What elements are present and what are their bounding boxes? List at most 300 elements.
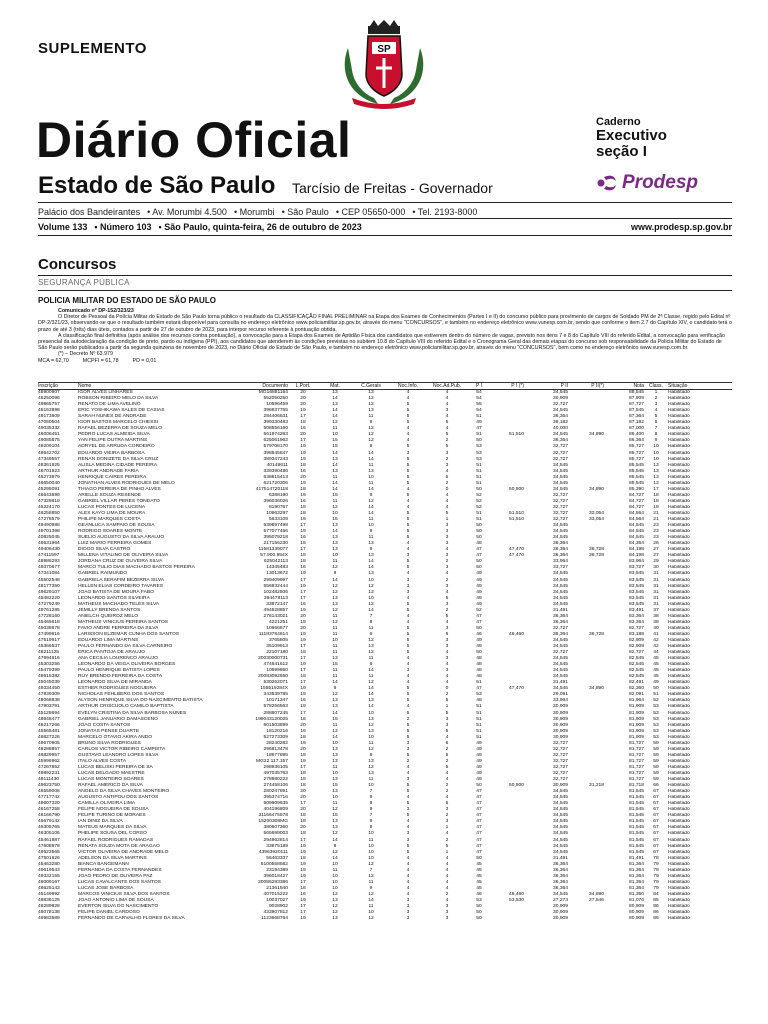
table-cell: 19 [300, 456, 306, 462]
table-cell: 45273979 [38, 474, 60, 480]
column-header: Mat. [318, 383, 352, 390]
table-cell: EVERTON SILVA DO NASCIMENTO [78, 904, 159, 910]
table-cell: 18 [653, 504, 659, 510]
table-cell: 57.900.954X [260, 553, 288, 559]
table-cell: 82,909 [629, 644, 644, 650]
address-line: Palácio dos Bandeirantes • Av. Morumbi 4.500 • Morumbi • São Paulo • CEP 05650-000 • Tel. 2193-8000 [38, 207, 478, 217]
column-header: Nome [78, 383, 228, 390]
table-cell: LARISSON ELZEMAR CUNHA DOS SANTOS [78, 631, 180, 637]
table-cell: Habilitado [668, 728, 690, 734]
table-cell: 45 [653, 656, 659, 662]
table-cell: 47,470 [509, 547, 524, 553]
table-cell: 13 [368, 390, 374, 396]
table-cell: 19 [300, 849, 306, 855]
table-cell: 47519917 [38, 637, 60, 643]
table-cell: Habilitado [668, 746, 690, 752]
table-cell: 343539785 [263, 692, 288, 698]
table-cell: 49490988 [38, 523, 60, 529]
table-cell: IAN DINIZ DA SILVA [78, 819, 123, 825]
table-cell: 10037027 [266, 897, 288, 903]
table-cell: 578256563 [263, 704, 288, 710]
table-cell: 67 [653, 813, 659, 819]
table-cell: 34,545 [553, 795, 568, 801]
table-cell: 81,545 [629, 807, 644, 813]
table-cell: 82,545 [629, 662, 644, 668]
table-cell: 4 [406, 873, 410, 879]
table-cell: 11 [368, 535, 374, 541]
table-cell: 398545847 [263, 450, 288, 456]
table-cell: 10 [368, 474, 374, 480]
table-cell: 625061962 [263, 438, 288, 444]
table-cell: Habilitado [668, 692, 690, 698]
table-cell: Habilitado [668, 849, 690, 855]
table-cell: 395374716 [263, 795, 288, 801]
table-cell: 81,727 [629, 758, 644, 764]
column-header: Noc.Ad.Pub. [426, 383, 468, 390]
table-cell: 32,727 [553, 498, 568, 504]
table-cell: 34,545 [553, 644, 568, 650]
table-cell: 34,545 [553, 831, 568, 837]
table-cell: GABRIELA SERAFIM BEZERRA SILVA [78, 577, 164, 583]
table-cell: 48211125 [38, 650, 60, 656]
table-cell: 4 [654, 408, 658, 414]
table-cell: 48 [476, 656, 482, 662]
table-cell: 13 [368, 571, 374, 577]
table-cell: 474641612 [263, 662, 288, 668]
table-cell: 50 [476, 523, 482, 529]
table-cell: 45482220 [38, 595, 60, 601]
table-cell: 27 [653, 547, 659, 553]
table-cell: 199043120025 [255, 716, 288, 722]
table-cell: 4 [445, 547, 449, 553]
table-cell: 9 [369, 819, 373, 825]
table-cell: 19 [300, 517, 306, 523]
table-cell: 12 [332, 831, 338, 837]
table-cell: Habilitado [668, 662, 690, 668]
table-cell: 4 [445, 468, 449, 474]
table-cell: 5 [406, 722, 410, 728]
table-cell: 47 [476, 843, 482, 849]
table-cell: ARTHUR CRISCUOLO CAMILO BAPTISTA [78, 704, 174, 710]
table-cell: 50,500 [509, 486, 524, 492]
table-cell: 50 [476, 438, 482, 444]
table-cell: 4 [445, 504, 449, 510]
table-cell: 34,545 [553, 686, 568, 692]
table-cell: 1 [445, 704, 449, 710]
notice-paragraph: O Diretor de Pessoal da Polícia Militar do Estado de São Paulo torna público o resultado da CLASSIFICAÇÃO FINAL PRELIMINAR na Etapa dos Exames de Conhecimentos (Partes I e II) do concurso público para provimento de cargos de Soldado PM de 2ª Classe, regido pelo Edital nº DP-2/321/23, observando-se que o resultado também estará disponível para consulta no endereço eletrônico www.policiamilitar.sp.gov.br, através do menu "CONCURSOS", e também no endereço eletrônico www.vunesp.com.br, sendo que conforme o item 2.7 do Capítulo XIV, o candidato terá o prazo de até 3 (três) dias úteis, contados a partir de 27 de outubro de 2023, para interpor recurso referente à pontuação obtida. [38, 314, 732, 333]
table-cell: 46701923 [38, 468, 60, 474]
table-cell: 3 [406, 807, 410, 813]
table-cell: 47 [476, 819, 482, 825]
mca-value: MCA = 62,70 [38, 357, 69, 364]
table-cell: 36,364 [553, 553, 568, 559]
table-cell: 294962814 [263, 837, 288, 843]
table-cell: 36,364 [553, 619, 568, 625]
table-cell: 27 [653, 553, 659, 559]
table-cell: 53 [476, 450, 482, 456]
table-cell: Habilitado [668, 837, 690, 843]
table-cell: 5 [406, 631, 410, 637]
table-cell: 88,545 [629, 390, 644, 396]
table-cell: 4 [406, 595, 410, 601]
table-cell: 51 [476, 474, 482, 480]
table-cell: 45 [653, 674, 659, 680]
table-cell: 17 [300, 910, 306, 916]
table-cell: 13 [653, 474, 659, 480]
table-cell: MILLENA VITALINO DE OLIVEIRA SILVA [78, 553, 169, 559]
table-cell: 51 [476, 480, 482, 486]
table-cell: 19 [300, 450, 306, 456]
table-cell: 83,545 [629, 601, 644, 607]
table-cell: LUCAS CAVALCANTE DOS SANTOS [78, 879, 161, 885]
table-cell: 40 [653, 625, 659, 631]
table-cell: 2 [445, 891, 449, 897]
table-cell: 4 [406, 498, 410, 504]
table-cell: 5 [445, 631, 449, 637]
table-cell: 13 [653, 468, 659, 474]
table-cell: 4 [406, 861, 410, 867]
table-cell: 5 [406, 843, 410, 849]
table-cell: FELIPE DANIEL CARDOSO [78, 910, 140, 916]
table-cell: 30,909 [553, 728, 568, 734]
table-cell: 49629107 [38, 589, 60, 595]
table-cell: Habilitado [668, 668, 690, 674]
table-cell: ANGELO DA SILVA CHAVES MONTEIRO [78, 789, 170, 795]
table-cell: 6 [369, 662, 373, 668]
table-cell: 11 [368, 414, 374, 420]
table-cell: 11 [368, 777, 374, 783]
table-cell: 625042113 [263, 559, 288, 565]
table-cell: 34,890 [589, 432, 604, 438]
table-cell: 20 [300, 402, 306, 408]
table-cell: 3 [406, 897, 410, 903]
table-cell: 49 [476, 758, 482, 764]
table-cell: 47 [476, 825, 482, 831]
table-cell: 18 [300, 777, 306, 783]
table-cell: 31,491 [553, 607, 568, 613]
table-cell: Habilitado [668, 444, 690, 450]
prodesp-logo [596, 172, 698, 194]
table-cell: 47694616 [38, 656, 60, 662]
table-cell: 5 [654, 414, 658, 420]
table-cell: 3 [445, 637, 449, 643]
table-cell: 13 [332, 825, 338, 831]
table-cell: Habilitado [668, 650, 690, 656]
column-header: P II [524, 383, 568, 390]
table-cell: 13 [332, 819, 338, 825]
table-cell: GUSTAVO LEANDRO LOPES SILVA [78, 752, 159, 758]
table-cell: 5 [445, 801, 449, 807]
table-cell: 5 [406, 402, 410, 408]
table-cell: 14 [332, 450, 338, 456]
table-cell: JOAO PEDRO DE OLIVEIRA PAZ [78, 873, 153, 879]
table-cell: 29 [653, 559, 659, 565]
table-cell: 6 [369, 631, 373, 637]
table-cell: 4 [445, 855, 449, 861]
notice-paragraph: A classificação final definitiva (após análise dos recursos contra pontuação), a convocação para a Etapa dos Exames de Aptidão Física dos candidatos que estiverem dentro do número de vagas, previsto nos itens 7 e 8 do Capítulo VIII do referido Edital, a convocação para verificação presencial da autodeclaração da condição de preto, pardo ou indígena (PPI), aos candidatos que atenderem às condições previstas no subitem 10.8 do Capítulo VIII do referido Edital e o Cronograma Geral das demais etapas do concurso sob responsabilidade da Polícia Militar do Estado de São Paulo serão publicados a partir da segunda quinzena de novembro de 2023, no Diário Oficial do Estado de São Paulo, e também no endereço eletrônico www.policiamilitar.sp.gov.br, através do menu "CONCURSOS", bem como no endereço eletrônico www.vunesp.com.br. [38, 332, 725, 352]
table-cell: Habilitado [668, 553, 690, 559]
table-cell: 81,545 [629, 837, 644, 843]
table-cell: 4 [406, 885, 410, 891]
table-cell: 51 [476, 414, 482, 420]
table-cell: 4221251 [268, 619, 288, 625]
table-cell: 49 [476, 752, 482, 758]
table-cell: 5 [406, 474, 410, 480]
table-cell: 50 [476, 855, 482, 861]
table-cell: 3 [445, 819, 449, 825]
table-cell: 13 [332, 541, 338, 547]
table-cell: 81,545 [629, 825, 644, 831]
table-cell: 47411597 [38, 553, 60, 559]
table-cell: 2 [445, 837, 449, 843]
column-header: L.Port. [288, 383, 318, 390]
table-cell: 51 [476, 734, 482, 740]
table-cell: GABRIEL JANUARIO DAMASCENO [78, 716, 158, 722]
table-cell: 53 [653, 716, 659, 722]
table-cell: 20 [300, 474, 306, 480]
table-cell: 45366537 [38, 644, 60, 650]
table-cell: MG16881164 [258, 390, 288, 396]
table-cell: NICHOLAS FEHLBERG DOS SANTOS [78, 692, 165, 698]
table-cell: LUCAS PONTES DE LUCENA [78, 504, 146, 510]
table-cell: 45 [476, 879, 482, 885]
table-cell: 18 [300, 783, 306, 789]
table-cell: 86,400 [629, 432, 644, 438]
table-cell: 32,727 [553, 771, 568, 776]
table-cell: 10 [368, 523, 374, 529]
table-cell: 53 [653, 722, 659, 728]
table-cell: 50 [476, 916, 482, 922]
table-cell: 87,545 [629, 408, 644, 414]
prodesp-label: Prodesp [622, 172, 699, 193]
table-cell: 51 [476, 710, 482, 716]
table-cell: Habilitado [668, 789, 690, 795]
table-cell: 14 [332, 529, 338, 535]
table-cell: 47,470 [509, 686, 524, 692]
table-cell: 2 [445, 692, 449, 698]
table-cell: 621720306 [263, 480, 288, 486]
table-cell: 81,545 [629, 795, 644, 801]
table-cell: 38 [653, 613, 659, 619]
table-cell: 48068838 [38, 698, 60, 704]
table-cell: 5 [406, 601, 410, 607]
table-cell: 5 [406, 637, 410, 643]
table-cell: 288607245 [263, 710, 288, 716]
table-cell: 45128694 [38, 710, 60, 716]
table-cell: 4 [406, 662, 410, 668]
table-cell: 85,727 [629, 444, 644, 450]
table-cell: 80,909 [629, 916, 644, 922]
table-cell: 32,727 [553, 625, 568, 631]
table-cell: Habilitado [668, 535, 690, 541]
table-cell: 12 [368, 637, 374, 643]
table-cell: Habilitado [668, 910, 690, 916]
table-cell: 10 [368, 855, 374, 861]
table-cell: 67 [653, 831, 659, 837]
table-cell: 12 [368, 764, 374, 770]
table-cell: 12 [368, 873, 374, 879]
table-cell: 497035763 [263, 771, 288, 776]
table-cell: 81,545 [629, 813, 644, 819]
table-cell: 48900907 [38, 390, 60, 396]
table-cell: 34,545 [553, 577, 568, 583]
table-cell: 47349557 [38, 456, 60, 462]
table-cell: 11 [368, 656, 374, 662]
table-cell: 2 [445, 607, 449, 613]
table-cell: 49701398 [38, 529, 60, 535]
table-cell: 389347243 [263, 456, 288, 462]
table-cell: 17 [300, 547, 306, 553]
table-cell: Habilitado [668, 831, 690, 837]
table-cell: 565699003 [263, 831, 288, 837]
table-cell: 12 [332, 619, 338, 625]
table-cell: 51 [476, 432, 482, 438]
table-cell: 5 [406, 468, 410, 474]
table-cell: 12 [368, 426, 374, 432]
table-cell: 81,909 [629, 722, 644, 728]
table-cell: 552050250 [263, 396, 288, 402]
table-cell: 15 [332, 813, 338, 819]
table-cell: Habilitado [668, 420, 690, 426]
table-cell: 81,718 [629, 783, 644, 789]
table-cell: 17 [300, 764, 306, 770]
table-cell: ERIC YOSHIKAWA SALES DE CASIAS [78, 408, 165, 414]
table-cell: 36,364 [553, 873, 568, 879]
table-cell: 50 [653, 686, 659, 692]
table-cell: 3 [445, 408, 449, 414]
table-cell: 45149992 [38, 891, 60, 897]
table-cell: 52 [476, 492, 482, 498]
table-cell: 34,545 [553, 843, 568, 849]
table-cell: 5 [445, 432, 449, 438]
table-cell: 17 [300, 656, 306, 662]
table-cell: 36,364 [553, 885, 568, 891]
table-cell: 10 [332, 432, 338, 438]
table-cell: 34,545 [553, 571, 568, 577]
table-cell: 48648477 [38, 716, 60, 722]
table-cell: 399330483 [263, 420, 288, 426]
table-cell: 84,198 [629, 547, 644, 553]
table-cell: 14 [368, 607, 374, 613]
table-cell: Habilitado [668, 674, 690, 680]
table-cell: 556932444 [263, 583, 288, 589]
table-cell: 4 [406, 855, 410, 861]
table-cell: 47 [476, 813, 482, 819]
table-cell: 3 [445, 565, 449, 571]
table-cell: 19 [300, 529, 306, 535]
table-cell: Habilitado [668, 432, 690, 438]
table-cell: 3 [445, 541, 449, 547]
subsection-title: SEGURANÇA PÚBLICA [38, 278, 130, 287]
table-cell: 8 [333, 843, 337, 849]
table-cell: 9 [369, 795, 373, 801]
table-cell: 4 [445, 831, 449, 837]
table-cell: 86 [653, 916, 659, 922]
table-cell: 9 [369, 885, 373, 891]
supplement-label: SUPLEMENTO [38, 40, 147, 57]
table-cell: 47501626 [38, 855, 60, 861]
table-cell: 13 [332, 390, 338, 396]
table-cell: 32,727 [553, 504, 568, 510]
table-cell: 67 [653, 807, 659, 813]
table-cell: 299409997 [263, 577, 288, 583]
table-cell [490, 916, 524, 922]
table-cell: Habilitado [668, 450, 690, 456]
table-cell: 3 [406, 553, 410, 559]
table-cell: 10 [332, 637, 338, 643]
table-cell: 10 [368, 831, 374, 837]
table-cell: 12 [368, 680, 374, 686]
table-cell: 16 [300, 535, 306, 541]
table-cell: 5 [406, 523, 410, 529]
table-cell: 36,364 [553, 613, 568, 619]
table-cell: 4 [445, 861, 449, 867]
table-body [38, 390, 732, 923]
table-cell: Habilitado [668, 897, 690, 903]
table-cell: 9 [369, 825, 373, 831]
table-cell: 21361940 [266, 885, 288, 891]
table-cell: RODRIGO SOARES MONTE [78, 529, 143, 535]
table-cell: 87,364 [629, 414, 644, 420]
table-cell: 21 [653, 510, 659, 516]
website-link[interactable]: www.prodesp.sp.gov.br [630, 222, 732, 232]
table-cell: MATEUS MARQUES DA SILVA [78, 825, 147, 831]
table-cell: 49 [476, 601, 482, 607]
table-cell: EDUARDO VIEIRA BARBOSA [78, 450, 145, 456]
table-cell: 15 [332, 716, 338, 722]
table-cell: 84,364 [629, 541, 644, 547]
table-cell: 31166475578 [258, 813, 288, 819]
table-cell: 47717742 [38, 795, 60, 801]
table-cell: 19 [300, 607, 306, 613]
table-cell: YAN FELIPE DUTRA MARTINS [78, 438, 148, 444]
table-cell: 5 [406, 565, 410, 571]
table-cell: 36,364 [553, 861, 568, 867]
section-title: Concursos [38, 256, 117, 273]
table-cell: 11 [332, 674, 338, 680]
table-cell: Habilitado [668, 873, 690, 879]
table-cell: Habilitado [668, 492, 690, 498]
table-cell: 67 [653, 825, 659, 831]
table-cell: 47,470 [509, 553, 524, 559]
column-header: P I [468, 383, 490, 390]
table-cell: 51 [653, 692, 659, 698]
volume-line: Volume 133 • Número 103 • São Paulo, quinta-feira, 26 de outubro de 2023 [38, 222, 362, 232]
table-cell: 18 [300, 674, 306, 680]
table-cell: 4 [445, 777, 449, 783]
table-cell: 42 [653, 644, 659, 650]
table-cell: 79 [653, 873, 659, 879]
table-cell: 49085875 [38, 438, 60, 444]
table-cell: 34,545 [553, 789, 568, 795]
table-cell: 3 [445, 625, 449, 631]
table-cell: 30,909 [553, 783, 568, 789]
table-cell: 527273309 [263, 734, 288, 740]
table-cell: 5 [406, 686, 410, 692]
table-cell: 9 [654, 438, 658, 444]
table-cell: 45 [476, 867, 482, 873]
table-cell: 14 [368, 692, 374, 698]
table-cell: 18 [300, 486, 306, 492]
table-cell: 3 [445, 535, 449, 541]
table-cell: Habilitado [668, 680, 690, 686]
table-cell: 23 [653, 529, 659, 535]
table-cell: 17 [300, 801, 306, 807]
table-cell: 47728160 [38, 613, 60, 619]
table-cell: 12 [332, 565, 338, 571]
table-cell: Habilitado [668, 408, 690, 414]
table-cell: 19 [300, 897, 306, 903]
